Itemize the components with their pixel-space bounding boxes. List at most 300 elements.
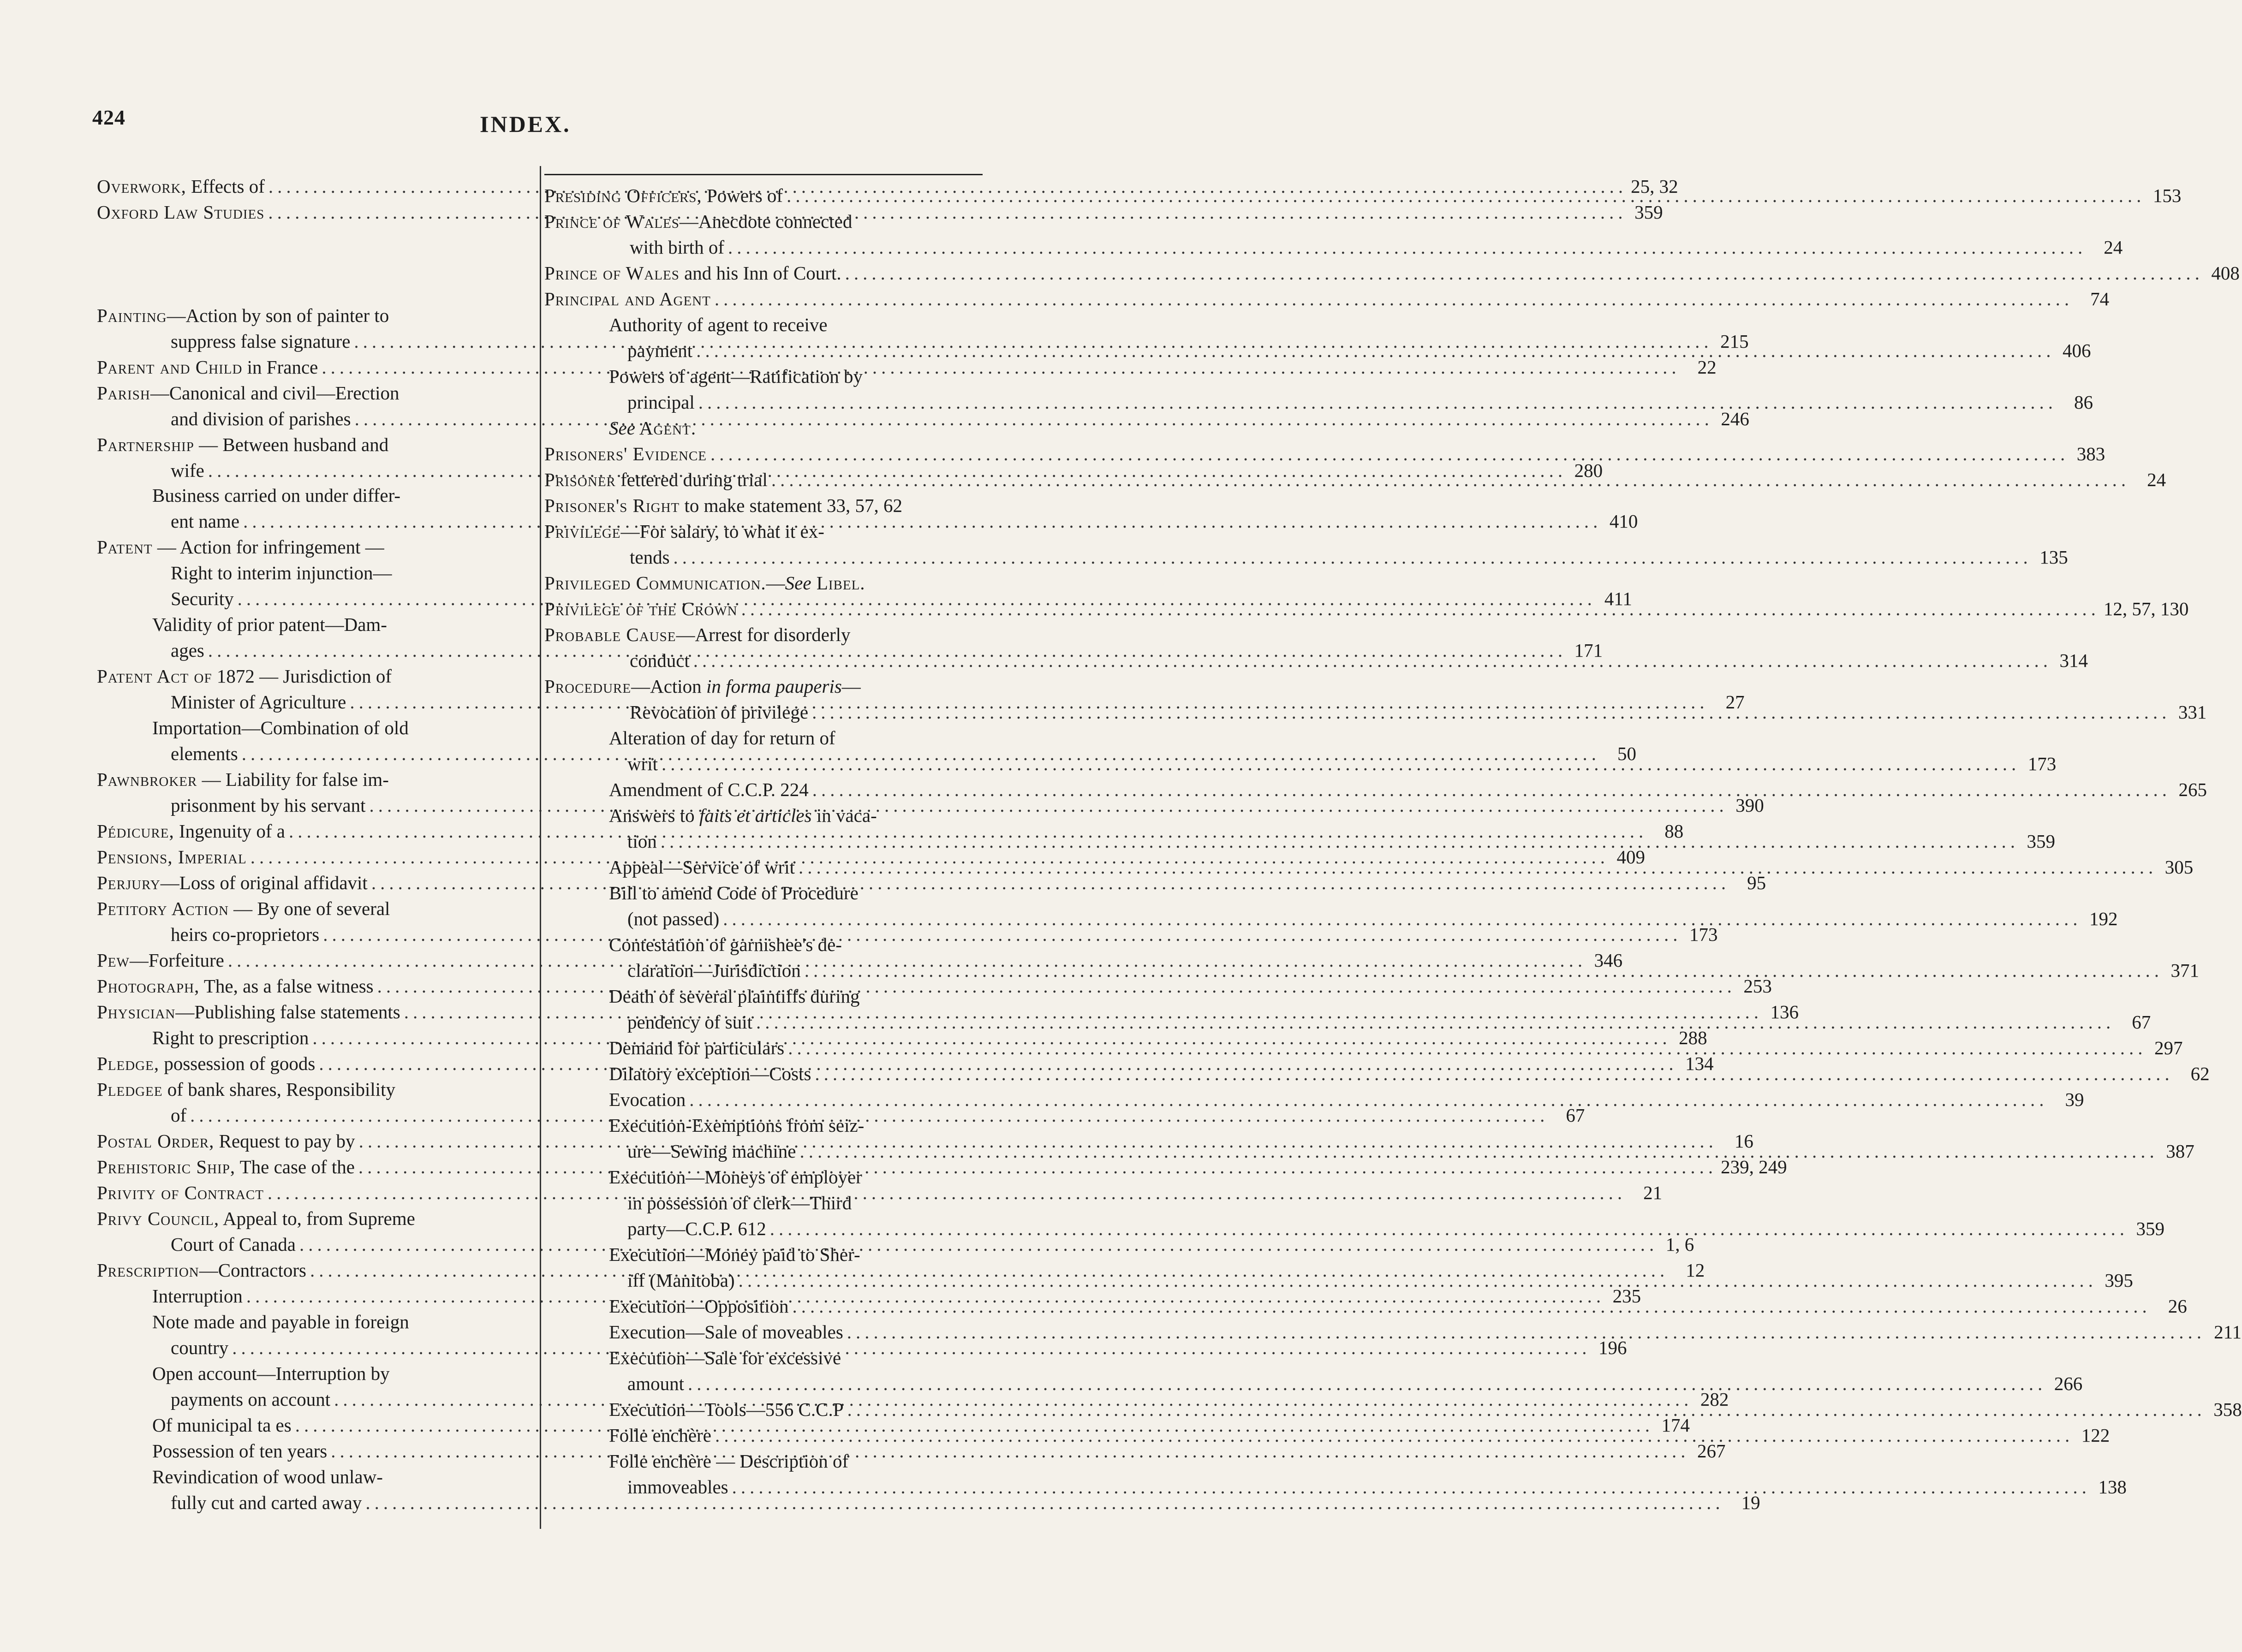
entry-line [544,391,2093,417]
entry-text [171,743,238,765]
entry-text [609,1424,711,1446]
italic-term: See [785,572,811,594]
entry-description: —Contractors [199,1260,307,1281]
entry-description: in vaca- [811,805,877,826]
entry-line [544,1166,983,1192]
entry-headword: Prehistoric Ship, [97,1156,236,1177]
entry-description: Minister of Agriculture [171,691,346,713]
entry-text [609,417,696,439]
index-entry [544,572,983,598]
entry-description: ent name [171,511,240,532]
entry-headword: Procedure [544,676,632,697]
page-reference: 173 [2027,753,2057,774]
entry-headword: Pledgee [97,1079,163,1100]
entry-description: —Anecdote connected [679,211,853,232]
page-reference: 88 [1664,820,1684,842]
cross-reference-target: Agent. [635,417,697,439]
page-reference: 67 [2132,1011,2151,1033]
entry-headword: Prisoner's Right [544,495,680,516]
dot-leader [787,184,2145,207]
dot-leader [812,778,2171,801]
page-reference: 253 [1743,975,1772,997]
entry-line [544,1114,983,1140]
page-reference: 390 [1735,795,1764,816]
page-reference: 39 [2065,1089,2084,1110]
entry-line [544,1373,2083,1398]
entry-text [609,1037,784,1059]
page-reference: 192 [2089,908,2118,929]
dot-leader [788,1037,2147,1059]
entry-description: heirs co-proprietors [171,924,320,945]
entry-line [544,236,2123,262]
entry-headword: Painting [97,305,167,326]
entry-text [97,1052,315,1075]
page-reference: 22 [1697,357,1717,378]
entry-text [171,691,346,713]
entry-line [97,1311,526,1337]
entry-text [627,1218,766,1240]
page-reference: 134 [1685,1053,1714,1074]
page-reference: 27 [1725,691,1745,713]
entry-description: Ingenuity of a [174,820,285,842]
page-reference: 21 [1643,1182,1663,1203]
entry-description: tion [627,831,657,852]
entry-headword: Parish [97,382,150,404]
entry-headword: Prince of Wales [544,211,680,232]
entry-description: in possession of clerk—Third [627,1192,852,1213]
entry-description: — [841,676,861,697]
entry-description: — [766,572,785,594]
entry-text [609,727,835,749]
entry-text [97,304,389,327]
index-entry [544,778,2207,804]
entry-line [97,665,526,691]
page-reference: 246 [1721,408,1749,429]
entry-headword: Prescription [97,1260,199,1281]
entry-text [171,588,234,610]
entry-description: in France [242,357,318,378]
entry-text [609,1114,864,1136]
entry-text [97,1259,306,1281]
entry-description: pendency of suit [627,1011,752,1033]
entry-text [544,572,865,594]
entry-headword: Parent and Child [97,357,243,378]
dot-leader [847,1398,2206,1420]
entry-headword: Probable Cause [544,624,676,645]
entry-description: and division of parishes [171,408,351,429]
entry-headword: Pew [97,950,130,971]
entry-description: writ [627,753,658,774]
entry-headword: Pawnbroker [97,769,197,790]
entry-line [97,1078,526,1104]
entry-description: suppress false signature [171,331,351,352]
page-reference: 305 [2164,856,2194,878]
entry-text [609,1088,686,1111]
entry-description: possession of goods [159,1053,316,1074]
entry-text [97,949,224,971]
entry-description: Amendment of C.C.P. 224 [609,779,809,800]
dot-leader [710,443,2069,465]
entry-line [97,897,526,923]
entry-text [630,701,808,723]
entry-line [544,933,983,959]
entry-text [171,459,204,481]
dot-leader [715,288,2073,310]
dot-leader [715,1424,2074,1446]
entry-text [630,546,670,568]
entry-description: Powers of [702,185,783,206]
index-entry [544,288,2110,314]
entry-line [544,675,983,701]
entry-line [544,1476,2127,1502]
entry-line [544,210,983,236]
page-reference: 25, 32 [1631,176,1678,197]
page-reference: 74 [2090,288,2110,309]
entry-description: Execution—Tools—556 C.C.P [609,1399,844,1420]
entry-text [609,856,795,878]
entry-headword: Pédicure, [97,820,174,842]
entry-text [171,330,350,352]
entry-line [97,434,526,459]
entry-line [97,536,526,562]
entry-description: Right to prescription [152,1027,309,1048]
entry-headword: Oxford Law Studies [97,202,265,223]
entry-line [544,443,2105,469]
entry-description: Effects of [186,176,265,197]
entry-description: Court of Canada [171,1234,296,1255]
entry-text [609,1321,843,1343]
entry-description: 1872 — Jurisdiction of [212,666,392,687]
entry-text [97,1156,355,1178]
entry-text [97,382,400,404]
entry-line [544,365,983,391]
dot-leader [723,908,2081,930]
entry-description: —Canonical and civil—Erection [150,382,400,404]
page-reference: 331 [2178,701,2207,723]
entry-description: Note made and payable in foreign [152,1311,409,1332]
entry-line [97,1466,526,1492]
page-reference: 410 [1609,511,1638,532]
entry-text [544,288,711,310]
entry-description: country [171,1337,229,1358]
dot-leader [770,1218,2129,1240]
index-entry [544,1088,2084,1114]
entry-description: Revindication of wood unlaw- [152,1466,383,1487]
entry-description: fettered during trial [615,469,768,490]
entry-line [544,572,983,598]
entry-description: Appeal—Service of writ [609,856,795,878]
entry-text [97,356,318,378]
entry-description: —Forfeiture [129,950,224,971]
entry-text [609,804,877,826]
entry-description: Evocation [609,1089,686,1110]
entry-text [152,717,409,739]
entry-line [544,288,2110,314]
dot-leader [696,339,2055,362]
entry-text [609,882,859,904]
entry-text [97,665,392,687]
entry-headword: Partnership [97,434,194,455]
entry-text [544,262,841,284]
entry-description: tends [630,547,670,568]
entry-text [97,820,285,842]
entry-description: Contestation of garnishee's de- [609,934,842,955]
entry-text [627,830,657,852]
entry-text [544,443,707,465]
entry-description: —Arrest for disorderly [676,624,851,645]
dot-leader [812,701,2170,723]
entry-text [627,1476,728,1498]
entry-description: — By one of several [228,898,390,919]
entry-text [152,1311,409,1333]
entry-headword: Pledge, [97,1053,160,1074]
index-entry [544,262,2240,288]
page-reference: 280 [1574,460,1603,481]
entry-text [544,469,768,491]
entry-text [97,201,264,223]
entry-description: payments on account [171,1389,331,1410]
entry-headword: Principal and Agent [544,288,711,309]
entry-description: wife [171,460,204,481]
dot-leader [815,1063,2173,1085]
entry-line [544,494,983,520]
page-reference: 395 [2105,1270,2133,1291]
entry-text [97,536,384,558]
entry-headword: Patent [97,536,153,558]
page-reference: 358 [2213,1399,2242,1420]
entry-text [627,1192,852,1214]
entry-description: Possession of ten years [152,1440,328,1462]
page-reference: 406 [2062,340,2091,361]
entry-line [544,727,983,753]
page-reference: 135 [2039,547,2068,568]
page-reference: 12 [1686,1260,1705,1281]
dot-leader [799,1140,2158,1162]
entry-description: The, as a false witness [199,975,374,997]
page-reference: 16 [1734,1130,1753,1152]
entry-text [171,562,392,584]
dot-leader [739,1269,2097,1291]
entry-description: prisonment by his servant [171,795,366,816]
entry-description: —Loss of original affidavit [160,872,368,893]
entry-description: Answers to [609,805,699,826]
dot-leader [741,598,2100,620]
entry-description: ure—Sewing machine [627,1141,796,1162]
dot-leader [732,1476,2091,1498]
page-reference: 359 [2136,1218,2164,1239]
page-reference: 86 [2074,392,2093,413]
page-reference: 267 [1697,1440,1726,1462]
dot-leader [805,959,2163,981]
entry-description: immoveables [627,1476,728,1497]
entry-text [97,897,390,920]
dot-leader [688,1373,2046,1395]
entry-text [152,613,387,636]
entry-description: Revocation of privilege [630,701,809,723]
page-reference: 408 [2211,262,2240,284]
entry-headword: Prisoners' Evidence [544,443,707,464]
entry-description: Request to pay by [214,1130,355,1152]
entry-description: Open account—Interruption by [152,1363,390,1384]
dot-leader [689,1088,2048,1111]
entry-description: elements [171,743,238,764]
page-reference: 153 [2153,185,2182,206]
dot-leader [771,469,2130,491]
entry-description: —Action by son of painter to [167,305,389,326]
entry-line [544,1192,983,1218]
entry-headword: Patent Act of [97,666,212,687]
entry-description: Execution—Moneys of employer [609,1166,862,1188]
entry-line [544,778,2207,804]
entry-text [609,1347,841,1369]
dot-leader [662,753,2020,775]
entry-line [544,314,983,339]
entry-text [544,520,824,542]
page-reference: 67 [1566,1105,1585,1126]
page-reference: 173 [1689,924,1718,945]
entry-text [627,1140,796,1162]
entry-text [627,391,695,413]
entry-line [97,382,526,408]
page-reference: 387 [2166,1141,2194,1162]
page-reference: 62 [2190,1063,2210,1084]
page-reference: 215 [1720,331,1749,352]
entry-headword: Prisoner [544,469,616,490]
page-reference: 411 [1604,588,1632,609]
entry-text [630,236,724,258]
entry-description: —For salary, to what it ex- [620,521,824,542]
entry-description: Alteration of day for return of [609,727,835,749]
page-reference: 174 [1661,1414,1690,1436]
entry-line [97,1207,526,1233]
page-reference: 138 [2098,1476,2127,1497]
entry-description: — Action for infringement — [152,536,384,558]
entry-line [544,1088,2084,1114]
page-reference: 265 [2178,779,2207,800]
dot-leader [845,262,2204,284]
entry-text [171,1104,186,1126]
entry-description: of [171,1105,187,1126]
entry-headword: Postal Order, [97,1130,215,1152]
entry-text [97,1130,355,1152]
entry-description: of bank shares, Responsibility [162,1079,396,1100]
page-reference: 314 [2059,650,2088,671]
dot-leader [847,1321,2206,1343]
entry-text [544,624,851,646]
entry-text [97,975,374,997]
entry-line [544,908,2118,933]
index-entry [544,1321,2242,1347]
page-reference: 24 [2104,237,2123,258]
entry-description: principal [627,392,695,413]
entry-text [609,1166,862,1188]
page-reference: 196 [1598,1337,1627,1358]
entry-description: Powers of agent—Ratification by [609,366,863,387]
entry-description: Authority of agent to receive [609,314,828,335]
entry-text [627,959,801,981]
entry-line [544,417,983,443]
page-reference: 122 [2081,1425,2110,1446]
entry-description: —Action [631,676,706,697]
entry-text [627,339,692,362]
entry-text [544,184,783,207]
entry-text [544,675,861,697]
entry-description: — Between husband and [194,434,389,455]
page-reference: 359 [1634,202,1663,223]
entry-description: Execution-Exemptions from seiz- [609,1115,865,1136]
entry-text [152,1027,309,1049]
entry-headword: Pensions, Imperial [97,846,247,868]
entry-headword: Privy Council, [97,1208,220,1229]
entry-line [544,546,2068,572]
page-reference: 383 [2076,443,2105,464]
entry-description: — Liability for false im- [197,769,389,790]
entry-text [97,1078,395,1100]
entry-text [544,210,852,232]
page-reference: 282 [1700,1389,1729,1410]
entry-headword: Presiding Officers, [544,185,702,206]
entry-text [97,872,368,894]
entry-line [544,1243,983,1269]
entry-description: Business carried on under differ- [152,485,401,506]
entry-text [97,1207,415,1230]
entry-text [609,778,809,801]
dot-leader [674,546,2032,568]
entry-text [171,510,239,532]
entry-description: Bill to amend Code of Procedure [609,882,859,903]
entry-line [544,882,983,908]
entry-description: Security [171,588,234,609]
entry-headword: Privity of Contract [97,1182,264,1203]
page-reference: 19 [1741,1492,1760,1513]
entry-description: Appeal to, from Supreme [219,1208,415,1229]
page-reference: 50 [1617,743,1636,764]
entry-text [152,1440,327,1462]
entry-text [97,768,389,790]
entry-line [97,304,526,330]
page-reference: 12, 57, 130 [2103,598,2189,619]
entry-headword: Photograph, [97,975,200,997]
entry-description: with birth of [630,237,724,258]
entry-text [97,434,388,456]
page-reference: 95 [1747,872,1766,893]
entry-description: ages [171,640,204,661]
dot-leader [756,1011,2115,1033]
entry-headword: Perjury [97,872,161,893]
page-reference: 136 [1770,1001,1799,1022]
page-reference: 346 [1594,950,1623,971]
entry-text [171,794,365,816]
page-reference: 171 [1574,640,1603,661]
entry-description: Of municipal ta es [152,1414,292,1436]
entry-line [544,624,983,649]
entry-headword: Privileged Communication. [544,572,766,594]
entry-description: claration—Jurisdiction [627,960,801,981]
entry-description: iff (Manitoba) [627,1270,735,1291]
entry-text [627,1011,752,1033]
page-reference: 288 [1679,1027,1707,1048]
entry-text [609,933,842,956]
entry-text [97,1001,400,1023]
entry-description: and his Inn of Court. [679,262,841,284]
italic-term: in forma pauperis [706,676,842,697]
entry-description: fully cut and carted away [171,1492,362,1513]
dot-leader [799,856,2157,878]
entry-text [152,1362,390,1385]
entry-line [97,484,526,510]
entry-text [627,908,719,930]
entry-text [630,649,690,671]
